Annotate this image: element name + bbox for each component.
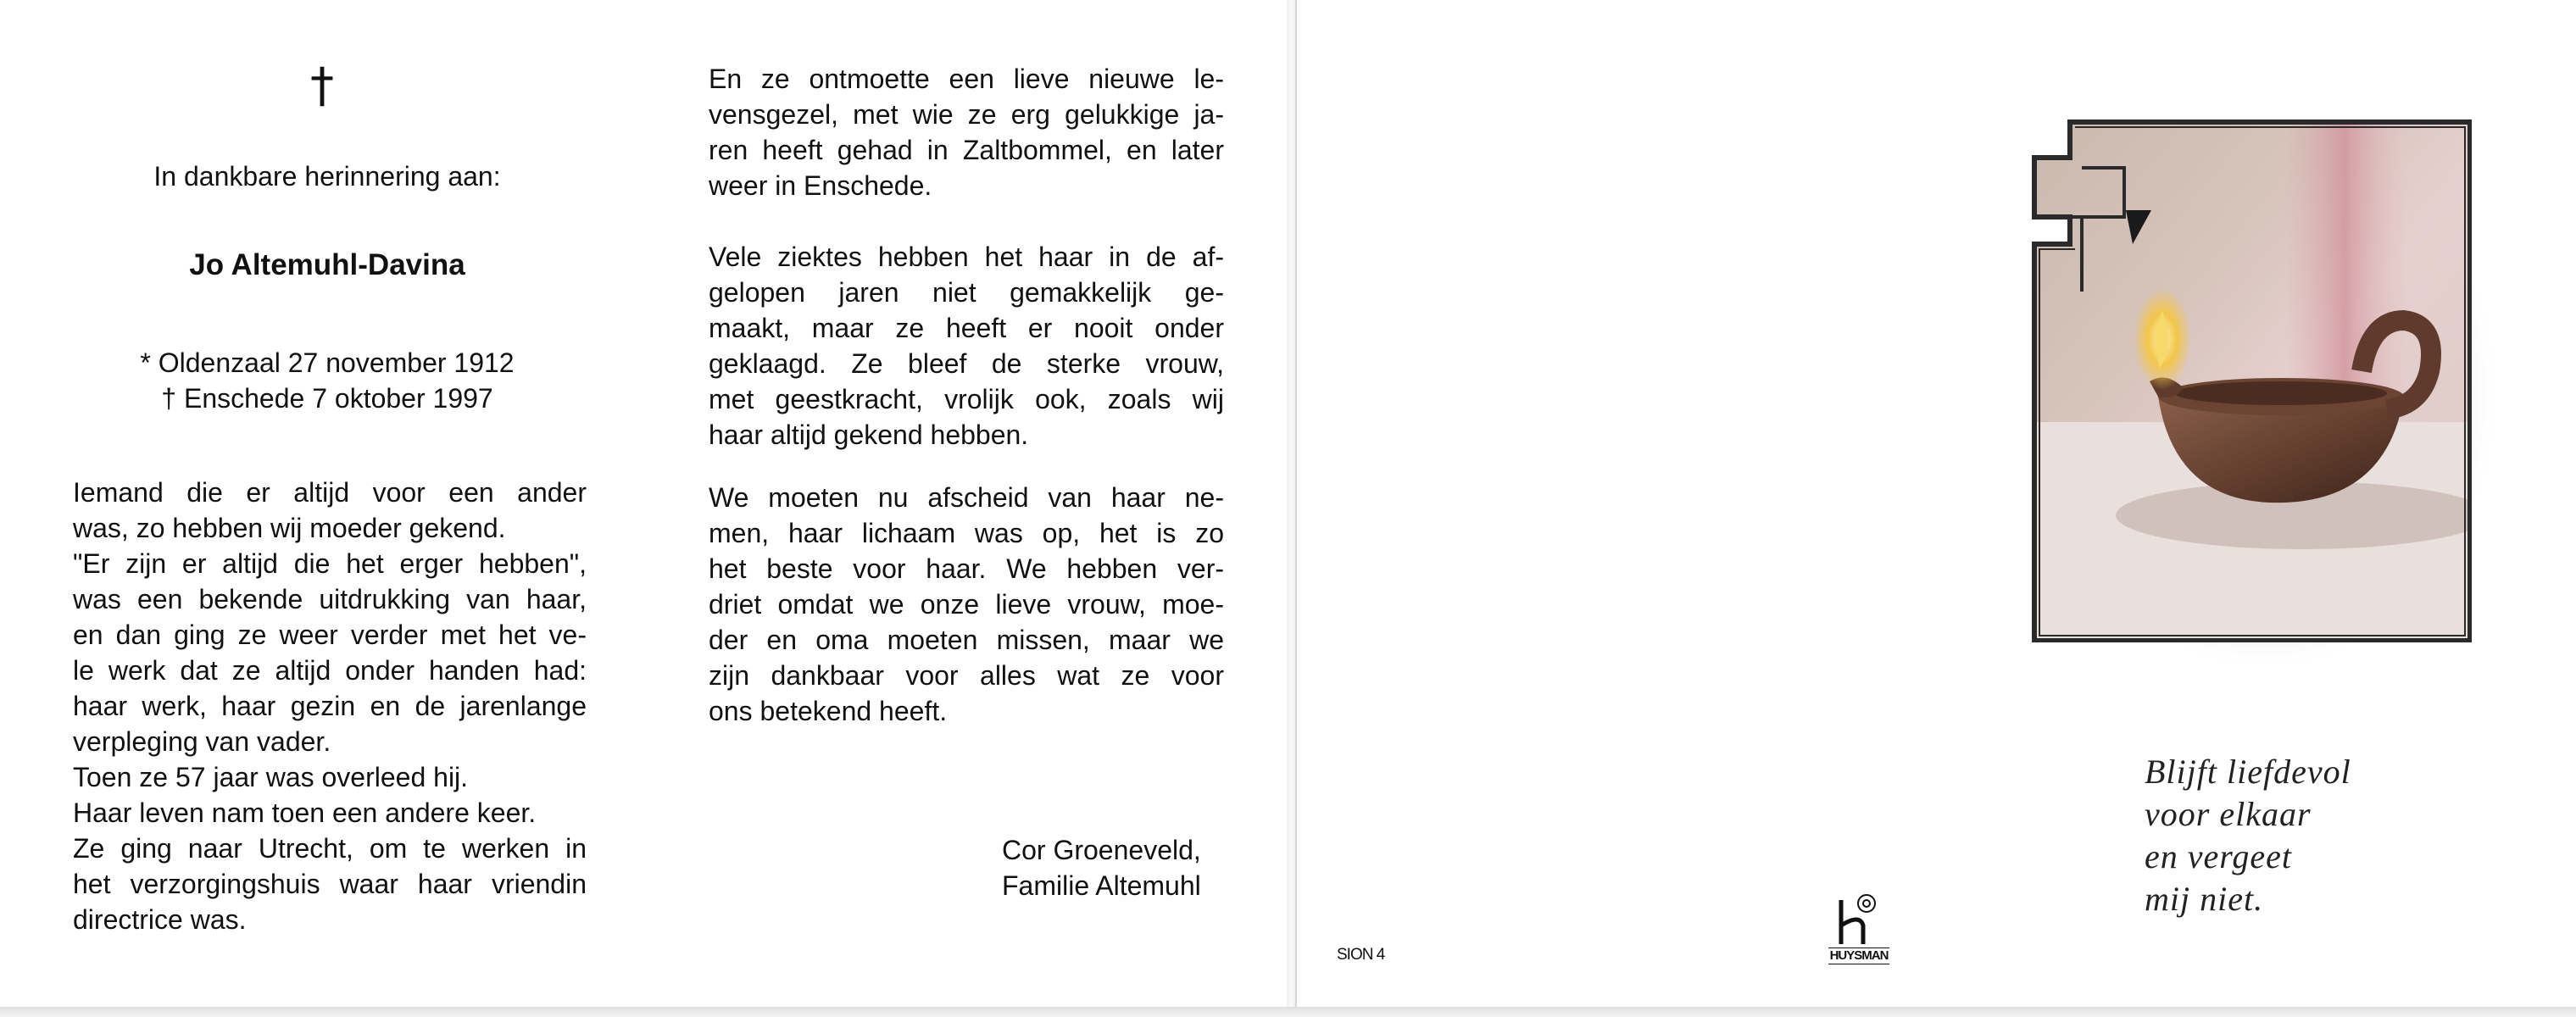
column2-paragraph-2 — [709, 239, 1224, 453]
text-line: Iemand die er altijd voor een ander — [73, 477, 587, 508]
text-line: driet omdat we onze lieve vrouw, moe- — [709, 589, 1224, 620]
memorial-picture — [2031, 117, 2475, 646]
text-line: directrice was. — [73, 904, 247, 935]
text-line: Toen ze 57 jaar was overleed hij. — [73, 762, 469, 792]
text-line: En ze ontmoette een lieve nieuwe le- — [709, 64, 1224, 94]
text-line: was, zo hebben wij moeder gekend. — [73, 513, 506, 543]
caption-line: mij niet. — [2145, 880, 2264, 918]
column2-paragraph-1 — [709, 61, 1224, 203]
text-line: was een bekende uitdrukking van haar, — [73, 584, 587, 614]
signature-line-1: Cor Groeneveld, — [1002, 835, 1201, 865]
text-line: geklaagd. Ze bleef de sterke vrouw, — [709, 348, 1224, 379]
text-line: maakt, maar ze heeft er nooit onder — [709, 313, 1224, 343]
publisher-name: HUYSMAN — [1829, 948, 1889, 963]
poem-caption — [2145, 751, 2351, 920]
column2-paragraph-3 — [709, 480, 1224, 729]
card-code: SION 4 — [1337, 946, 1385, 964]
text-line: met geestkracht, vrolijk ook, zoals wij — [709, 384, 1224, 414]
caption-line: voor elkaar — [2145, 795, 2312, 833]
text-line: Ze ging naar Utrecht, om te werken in — [73, 833, 587, 864]
text-line: der en oma moeten missen, maar we — [709, 625, 1224, 655]
text-line: en dan ging ze weer verder met het ve- — [73, 620, 587, 650]
deceased-name: Jo Altemuhl-Davina — [189, 248, 465, 281]
column1-paragraph — [73, 475, 587, 937]
text-line: vensgezel, met wie ze erg gelukkige ja- — [709, 99, 1224, 130]
text-line: ons betekend heeft. — [709, 696, 948, 726]
text-line: We moeten nu afscheid van haar ne- — [709, 482, 1224, 513]
card-bottom-edge — [0, 1007, 2576, 1017]
caption-line: en vergeet — [2145, 837, 2292, 875]
oil-lamp-with-cross-icon — [2031, 117, 2472, 642]
signature-line-2: Familie Altemuhl — [1002, 870, 1201, 901]
text-line: haar werk, haar gezin en de jarenlange — [73, 691, 587, 721]
text-line: ren heeft gehad in Zaltbommel, en later — [709, 135, 1224, 165]
text-line: verpleging van vader. — [73, 726, 331, 757]
text-line: zijn dankbaar voor alles wat ze voor — [709, 660, 1224, 691]
cross-icon: † — [310, 58, 334, 114]
text-line: "Er zijn er altijd die het erger hebben", — [73, 548, 587, 579]
intro-line: In dankbare herinnering aan: — [153, 161, 501, 192]
birth-line: * Oldenzaal 27 november 1912 — [140, 347, 515, 378]
text-line: le werk dat ze altijd onder handen had: — [73, 655, 587, 686]
text-line: gelopen jaren niet gemakkelijk ge- — [709, 277, 1224, 308]
card-fold — [1287, 0, 1295, 1017]
text-line: Vele ziektes hebben het haar in de af- — [709, 242, 1224, 272]
death-line: † Enschede 7 oktober 1997 — [161, 383, 493, 414]
text-line: het beste voor haar. We hebben ver- — [709, 553, 1224, 584]
text-line: men, haar lichaam was op, het is zo — [709, 518, 1224, 548]
left-page — [0, 0, 1288, 1009]
signature-block — [1002, 832, 1201, 903]
caption-line: Blijft liefdevol — [2145, 753, 2351, 791]
text-line: haar altijd gekend hebben. — [709, 420, 1029, 450]
text-line: het verzorgingshuis waar haar vriendin — [73, 869, 587, 899]
text-line: Haar leven nam toen een andere keer. — [73, 797, 537, 828]
text-line: weer in Enschede. — [709, 170, 932, 201]
